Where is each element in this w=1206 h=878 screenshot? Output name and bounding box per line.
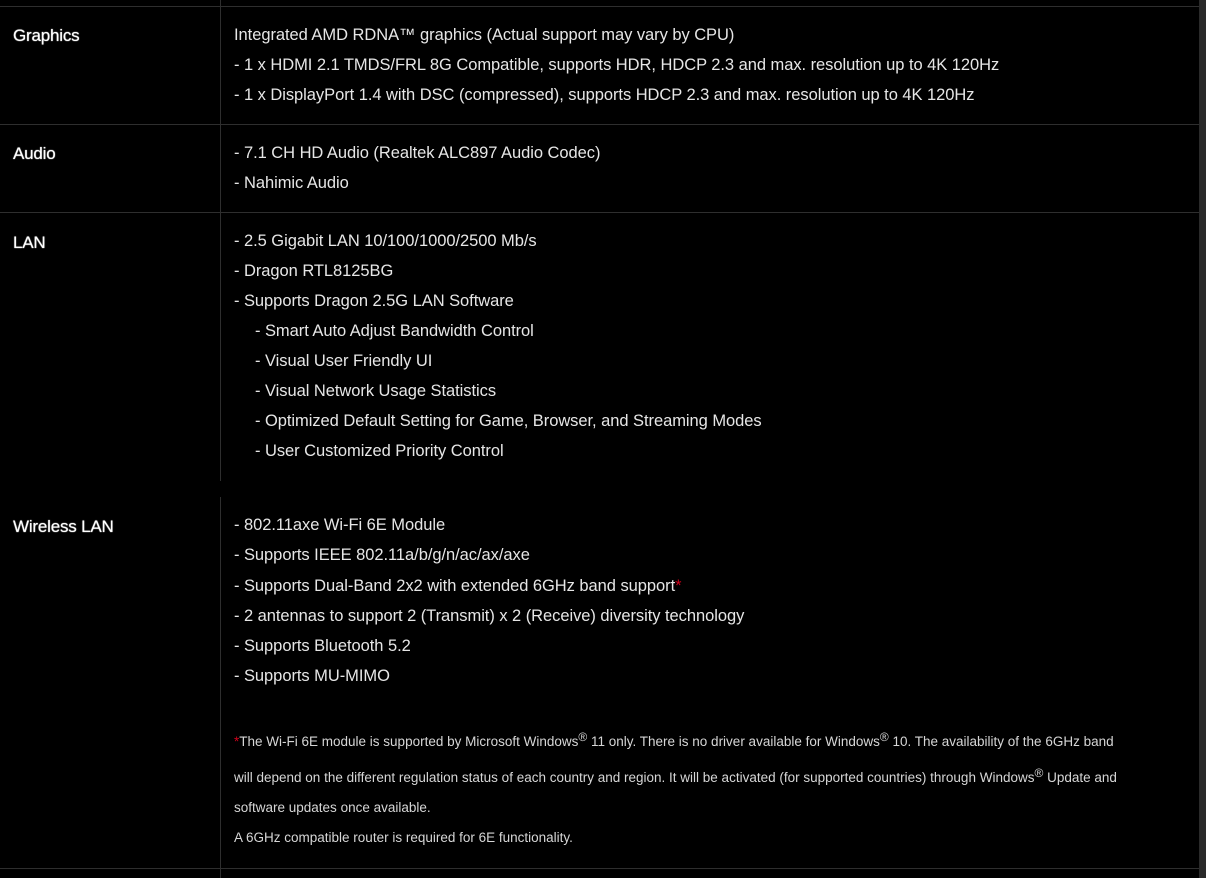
column-divider [220,497,221,878]
spec-line-with-footnote [234,577,682,596]
divider [0,212,1199,213]
footnote-asterisk: * [234,734,240,749]
footnote-text: The Wi-Fi 6E module is supported by Microsoft Windows [239,734,579,749]
spec-sub-line: - Optimized Default Setting for Game, Browser, and Streaming Modes [255,412,762,430]
divider [0,868,1199,869]
scrollbar-track[interactable] [1199,0,1206,878]
spec-line: - Supports MU-MIMO [234,667,390,685]
spec-line: - Nahimic Audio [234,174,349,192]
divider [0,6,1199,7]
spec-line: - Dragon RTL8125BG [234,262,394,280]
row-label-audio: Audio [13,144,56,163]
registered-mark: ® [578,730,588,744]
spec-line: - 802.11axe Wi-Fi 6E Module [234,516,446,534]
row-label-wireless-lan: Wireless LAN [13,517,114,536]
registered-mark: ® [879,730,889,744]
footnote-text: will depend on the different regulation status of each country and region. It will be activated (for supported countries) through Windows [234,770,1035,785]
spec-sub-line: - Visual Network Usage Statistics [255,382,497,400]
spec-line: - Supports Dragon 2.5G LAN Software [234,292,514,310]
registered-mark: ® [1034,766,1044,780]
footnote-line [234,766,1117,785]
footnote-text: 10. The availability of the 6GHz band [888,734,1114,749]
spec-line: - 1 x HDMI 2.1 TMDS/FRL 8G Compatible, supports HDR, HDCP 2.3 and max. resolution up to 4K 120Hz [234,56,1000,74]
spec-line: - Supports IEEE 802.11a/b/g/n/ac/ax/axe [234,546,530,564]
spec-sub-line: - User Customized Priority Control [255,442,504,460]
footnote-asterisk: * [675,577,682,595]
divider [0,124,1199,125]
footnote-text: Update and [1043,770,1117,785]
spec-sub-line: - Visual User Friendly UI [255,352,433,370]
spec-line: - 2 antennas to support 2 (Transmit) x 2 (Receive) diversity technology [234,607,745,625]
footnote-text: 11 only. There is no driver available for Windows [587,734,880,749]
spec-line-text: - Supports Dual-Band 2x2 with extended 6GHz band support [234,577,676,595]
spec-sub-line: - Smart Auto Adjust Bandwidth Control [255,322,534,340]
row-label-lan: LAN [13,233,46,252]
row-label-graphics: Graphics [13,26,80,45]
spec-line: - 2.5 Gigabit LAN 10/100/1000/2500 Mb/s [234,232,537,250]
spec-line: - 7.1 CH HD Audio (Realtek ALC897 Audio Codec) [234,144,601,162]
spec-line: - 1 x DisplayPort 1.4 with DSC (compressed), supports HDCP 2.3 and max. resolution up to 4K 120Hz [234,86,975,104]
footnote-line: software updates once available. [234,800,431,815]
footnote-line: A 6GHz compatible router is required for 6E functionality. [234,830,573,845]
footnote-line [234,730,1114,749]
spec-line: - Supports Bluetooth 5.2 [234,637,411,655]
column-divider [220,0,221,481]
spec-line: Integrated AMD RDNA™ graphics (Actual support may vary by CPU) [234,26,735,44]
